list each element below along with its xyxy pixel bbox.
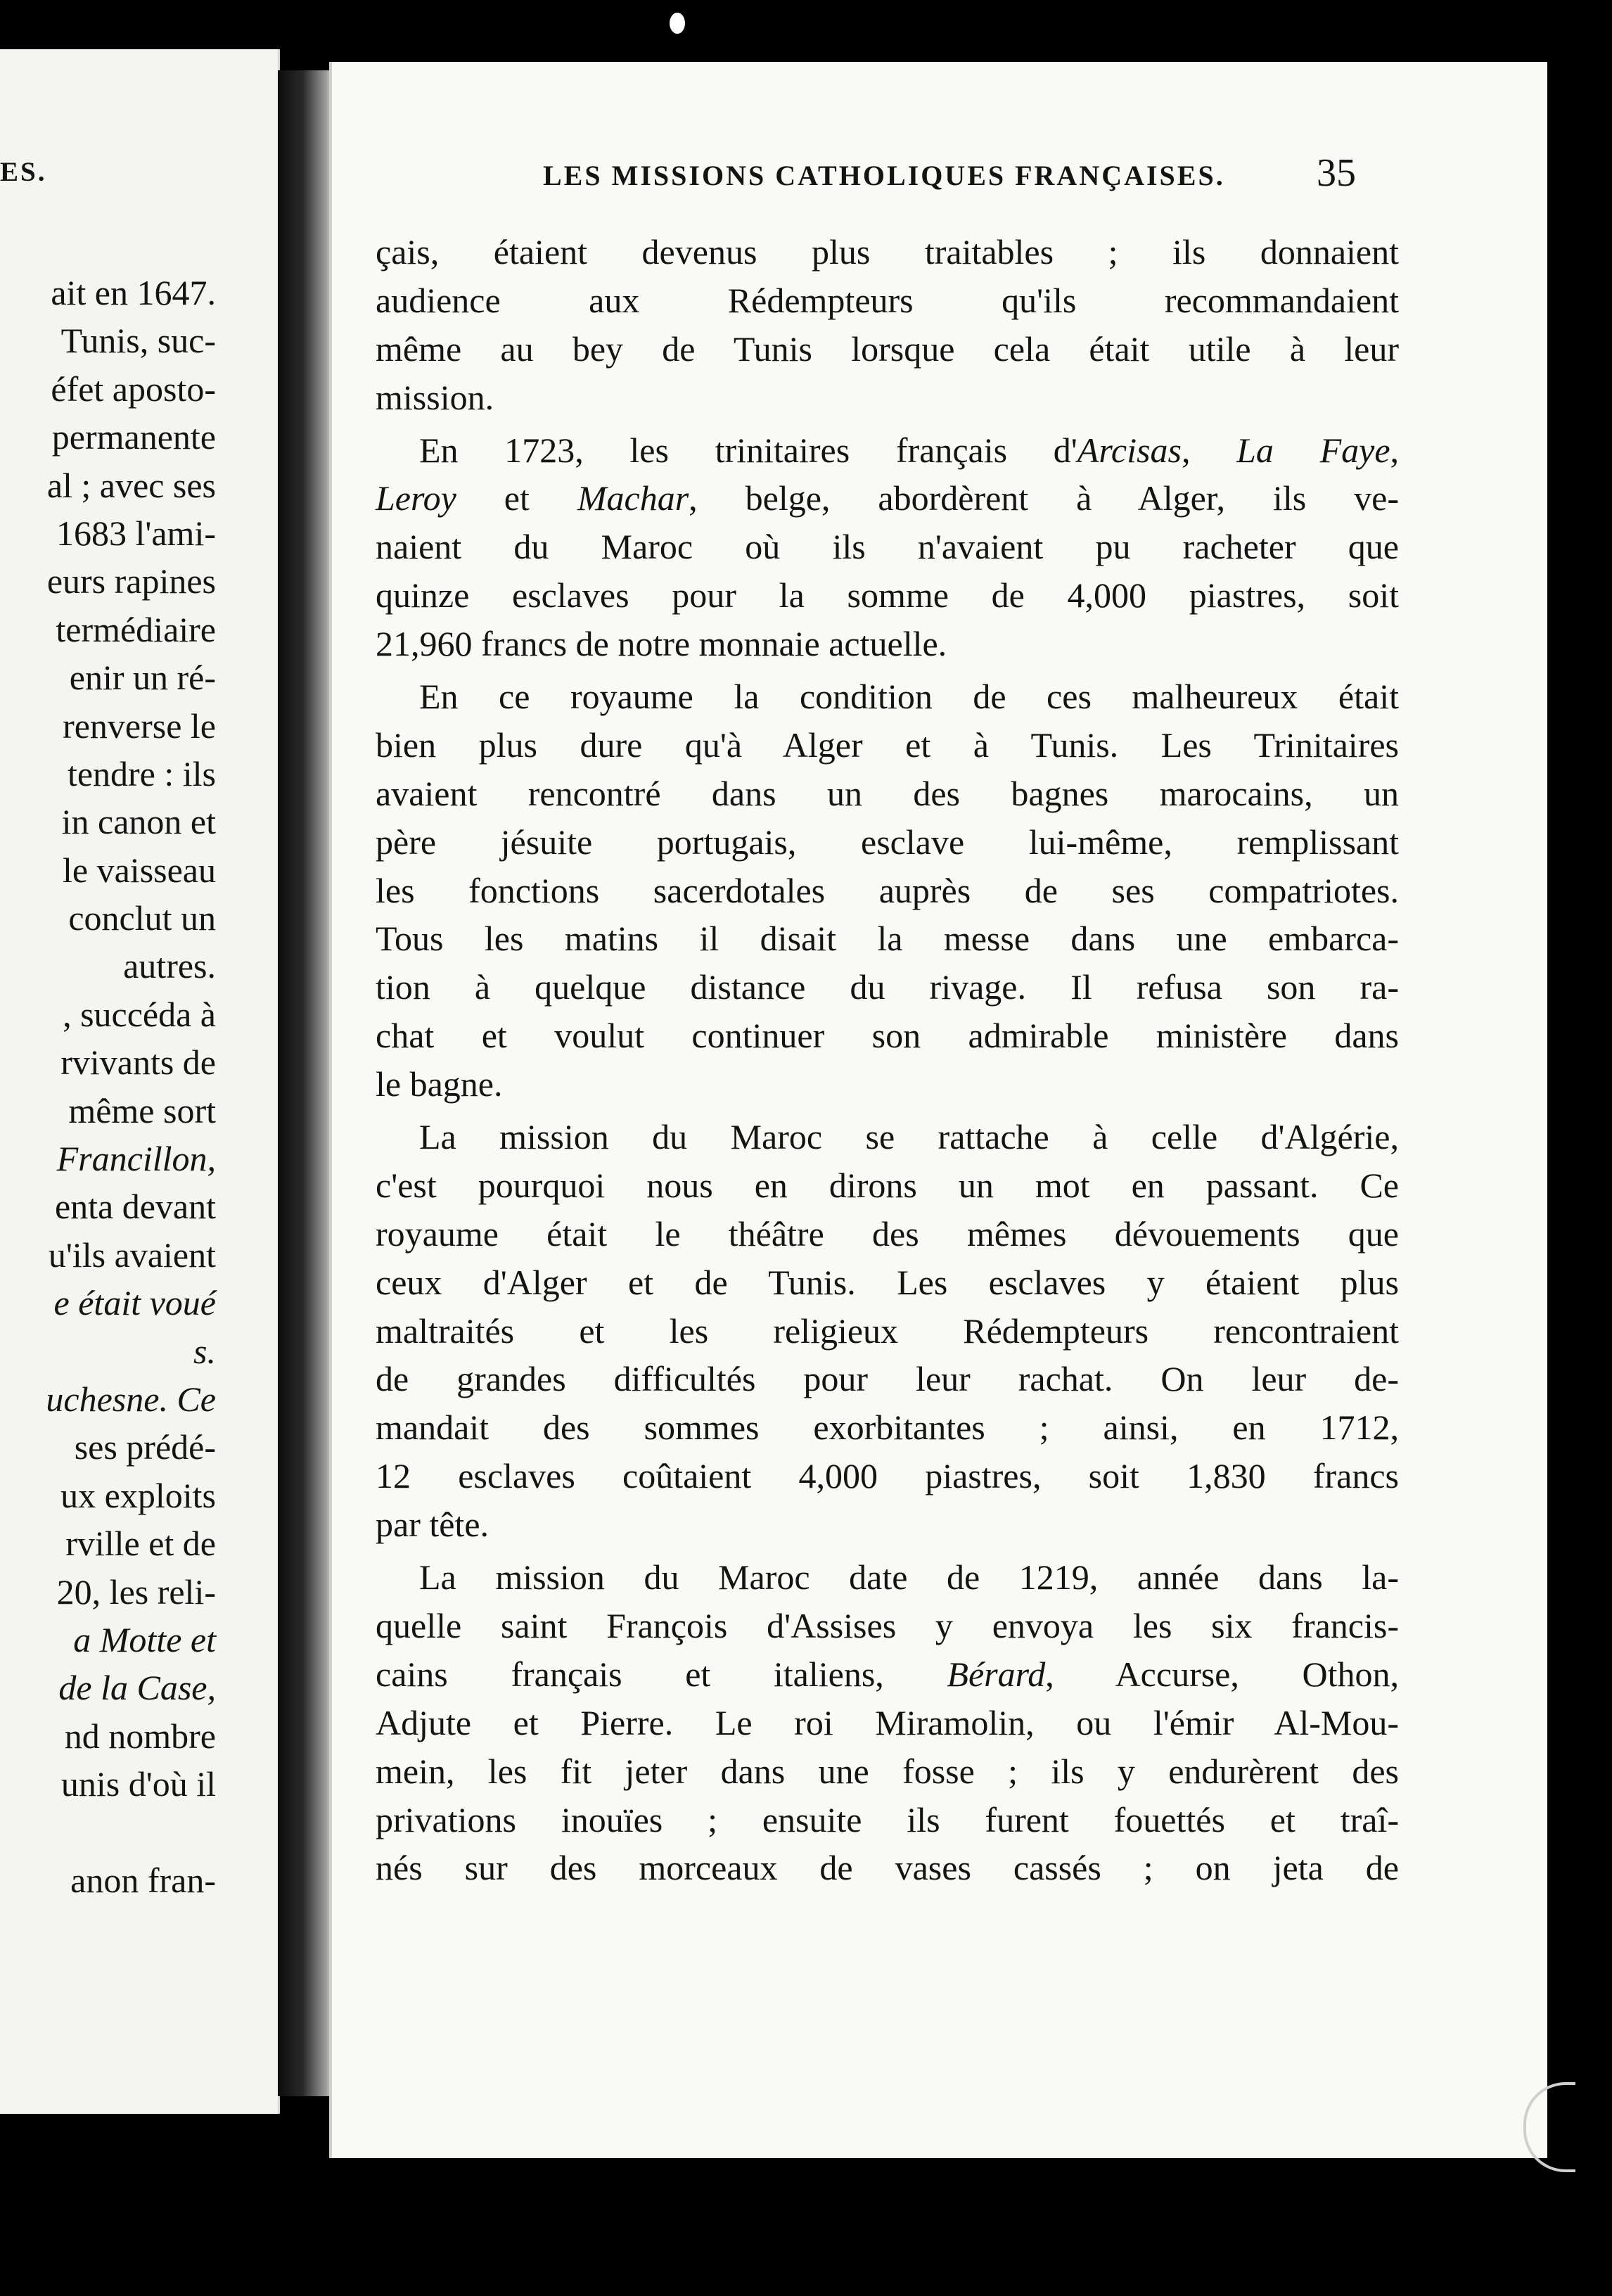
left-text-line: anon fran- bbox=[70, 1860, 216, 1900]
left-text-line: le vaisseau bbox=[63, 850, 216, 890]
left-text-line: rville et de bbox=[65, 1524, 216, 1564]
left-text-line: tendre : ils bbox=[67, 753, 216, 793]
book-gutter-shadow bbox=[278, 70, 334, 2096]
text-line: 12 esclaves coûtaient 4,000 piastres, soit 1,830 francs bbox=[376, 1456, 1399, 1496]
text-line: Tous les matins il disait la messe dans une embarca- bbox=[376, 919, 1399, 959]
left-text-line: ux exploits bbox=[60, 1475, 216, 1515]
text-line: mandait des sommes exorbitantes ; ainsi, en 1712, bbox=[376, 1408, 1399, 1448]
text-line: La mission du Maroc date de 1219, année dans la- bbox=[419, 1557, 1399, 1597]
text-line: chat et voulut continuer son admirable ministère dans bbox=[376, 1016, 1399, 1056]
text-line: les fonctions sacerdotales auprès de ses compatriotes. bbox=[376, 870, 1399, 910]
left-text-line: ses prédé- bbox=[74, 1427, 216, 1467]
text-run: cains français et italiens, bbox=[376, 1654, 947, 1694]
scan-speck bbox=[670, 13, 685, 34]
text-line: par tête. bbox=[376, 1505, 490, 1545]
left-text-line: rvivants de bbox=[60, 1042, 216, 1083]
text-line: le bagne. bbox=[376, 1064, 503, 1104]
text-line: mission. bbox=[376, 377, 494, 417]
left-text-line: ait en 1647. bbox=[51, 273, 216, 312]
text-line: privations inouïes ; ensuite ils furent fouettés et traî- bbox=[376, 1799, 1399, 1839]
text-run: , bbox=[1181, 430, 1237, 470]
left-text-line: de la Case, bbox=[58, 1668, 216, 1708]
text-run: , belge, abordèrent à Alger, ils ve- bbox=[689, 478, 1399, 518]
left-text-line: conclut un bbox=[68, 898, 216, 938]
text-line: çais, étaient devenus plus traitables ; ils donnaient bbox=[376, 232, 1399, 272]
left-text-line: uchesne. Ce bbox=[46, 1379, 216, 1419]
text-line: audience aux Rédempteurs qu'ils recommandaient bbox=[376, 280, 1399, 320]
text-line: tion à quelque distance du rivage. Il refusa son ra- bbox=[376, 967, 1399, 1007]
left-text-line: enir un ré- bbox=[69, 658, 216, 698]
person-name: La Faye bbox=[1236, 430, 1390, 470]
left-text-line: permanente bbox=[51, 417, 216, 457]
left-text-line: , succéda à bbox=[63, 994, 216, 1034]
page-number: 35 bbox=[1317, 151, 1356, 195]
text-line: En ce royaume la condition de ces malheureux était bbox=[419, 677, 1399, 717]
text-run: , Accurse, Othon, bbox=[1045, 1654, 1399, 1694]
left-text-line: unis d'où il bbox=[60, 1764, 216, 1804]
left-text-line: e était voué bbox=[53, 1283, 216, 1323]
left-facing-page bbox=[0, 49, 280, 2114]
left-running-head: ES. bbox=[0, 157, 47, 187]
running-head: LES MISSIONS CATHOLIQUES FRANÇAISES. bbox=[543, 160, 1225, 191]
left-text-line: éfet aposto- bbox=[51, 369, 216, 409]
person-name: Bérard bbox=[947, 1654, 1046, 1694]
text-line: maltraités et les religieux Rédempteurs rencontraient bbox=[376, 1310, 1399, 1351]
left-page-text bbox=[46, 269, 216, 1904]
text-line: bien plus dure qu'à Alger et à Tunis. Les Trinitaires bbox=[376, 725, 1399, 765]
text-line bbox=[376, 474, 1399, 523]
person-name: Arcisas bbox=[1077, 430, 1182, 470]
text-line: nés sur des morceaux de vases cassés ; on jeta de bbox=[376, 1848, 1399, 1888]
main-page bbox=[329, 62, 1547, 2158]
text-line: naient du Maroc où ils n'avaient pu racheter que bbox=[376, 527, 1399, 567]
left-text-line: in canon et bbox=[61, 802, 216, 842]
left-text-line bbox=[46, 1809, 216, 1856]
text-line: 21,960 francs de notre monnaie actuelle. bbox=[376, 624, 947, 664]
left-text-line: renverse le bbox=[63, 706, 216, 746]
text-line bbox=[376, 1650, 1399, 1699]
text-line: quelle saint François d'Assises y envoya les six francis- bbox=[376, 1605, 1399, 1645]
text-line: mein, les fit jeter dans une fosse ; ils y endurèrent des bbox=[376, 1751, 1399, 1791]
left-text-line: Tunis, suc- bbox=[60, 321, 216, 361]
left-text-line: s. bbox=[193, 1331, 216, 1371]
left-text-line: al ; avec ses bbox=[46, 465, 216, 505]
left-text-line: enta devant bbox=[54, 1187, 216, 1227]
text-line: quinze esclaves pour la somme de 4,000 piastres, soit bbox=[376, 575, 1399, 616]
left-text-line: 20, les reli- bbox=[56, 1571, 216, 1612]
text-line: Adjute et Pierre. Le roi Miramolin, ou l'émir Al-Mou- bbox=[376, 1702, 1399, 1742]
text-line: père jésuite portugais, esclave lui-même, remplissant bbox=[376, 822, 1399, 862]
text-line: La mission du Maroc se rattache à celle d'Algérie, bbox=[419, 1117, 1399, 1157]
text-line: ceux d'Alger et de Tunis. Les esclaves y étaient plus bbox=[376, 1262, 1399, 1302]
left-text-line: u'ils avaient bbox=[48, 1235, 216, 1275]
text-line: de grandes difficultés pour leur rachat. On leur de- bbox=[376, 1359, 1399, 1399]
left-text-line: nd nombre bbox=[64, 1716, 216, 1756]
person-name: Leroy bbox=[376, 478, 456, 518]
text-run: En 1723, les trinitaires français d' bbox=[419, 430, 1077, 470]
left-text-line: Francillon, bbox=[56, 1139, 216, 1179]
text-line bbox=[376, 426, 1399, 475]
body-text bbox=[376, 228, 1399, 1892]
person-name: Machar bbox=[577, 478, 689, 518]
text-run: , bbox=[1390, 430, 1400, 470]
text-line: c'est pourquoi nous en dirons un mot en passant. Ce bbox=[376, 1165, 1399, 1205]
text-line: avaient rencontré dans un des bagnes marocains, un bbox=[376, 773, 1399, 813]
left-text-line: même sort bbox=[68, 1090, 216, 1130]
left-text-line: 1683 l'ami- bbox=[56, 513, 216, 553]
left-text-line: eurs rapines bbox=[46, 561, 216, 601]
left-text-line: termédiaire bbox=[56, 609, 216, 649]
text-line: même au bey de Tunis lorsque cela était utile à leur bbox=[376, 329, 1399, 369]
text-run: et bbox=[456, 478, 577, 518]
text-line: royaume était le théâtre des mêmes dévouements que bbox=[376, 1213, 1399, 1254]
left-text-line: autres. bbox=[123, 946, 216, 986]
left-text-line: a Motte et bbox=[73, 1619, 216, 1659]
